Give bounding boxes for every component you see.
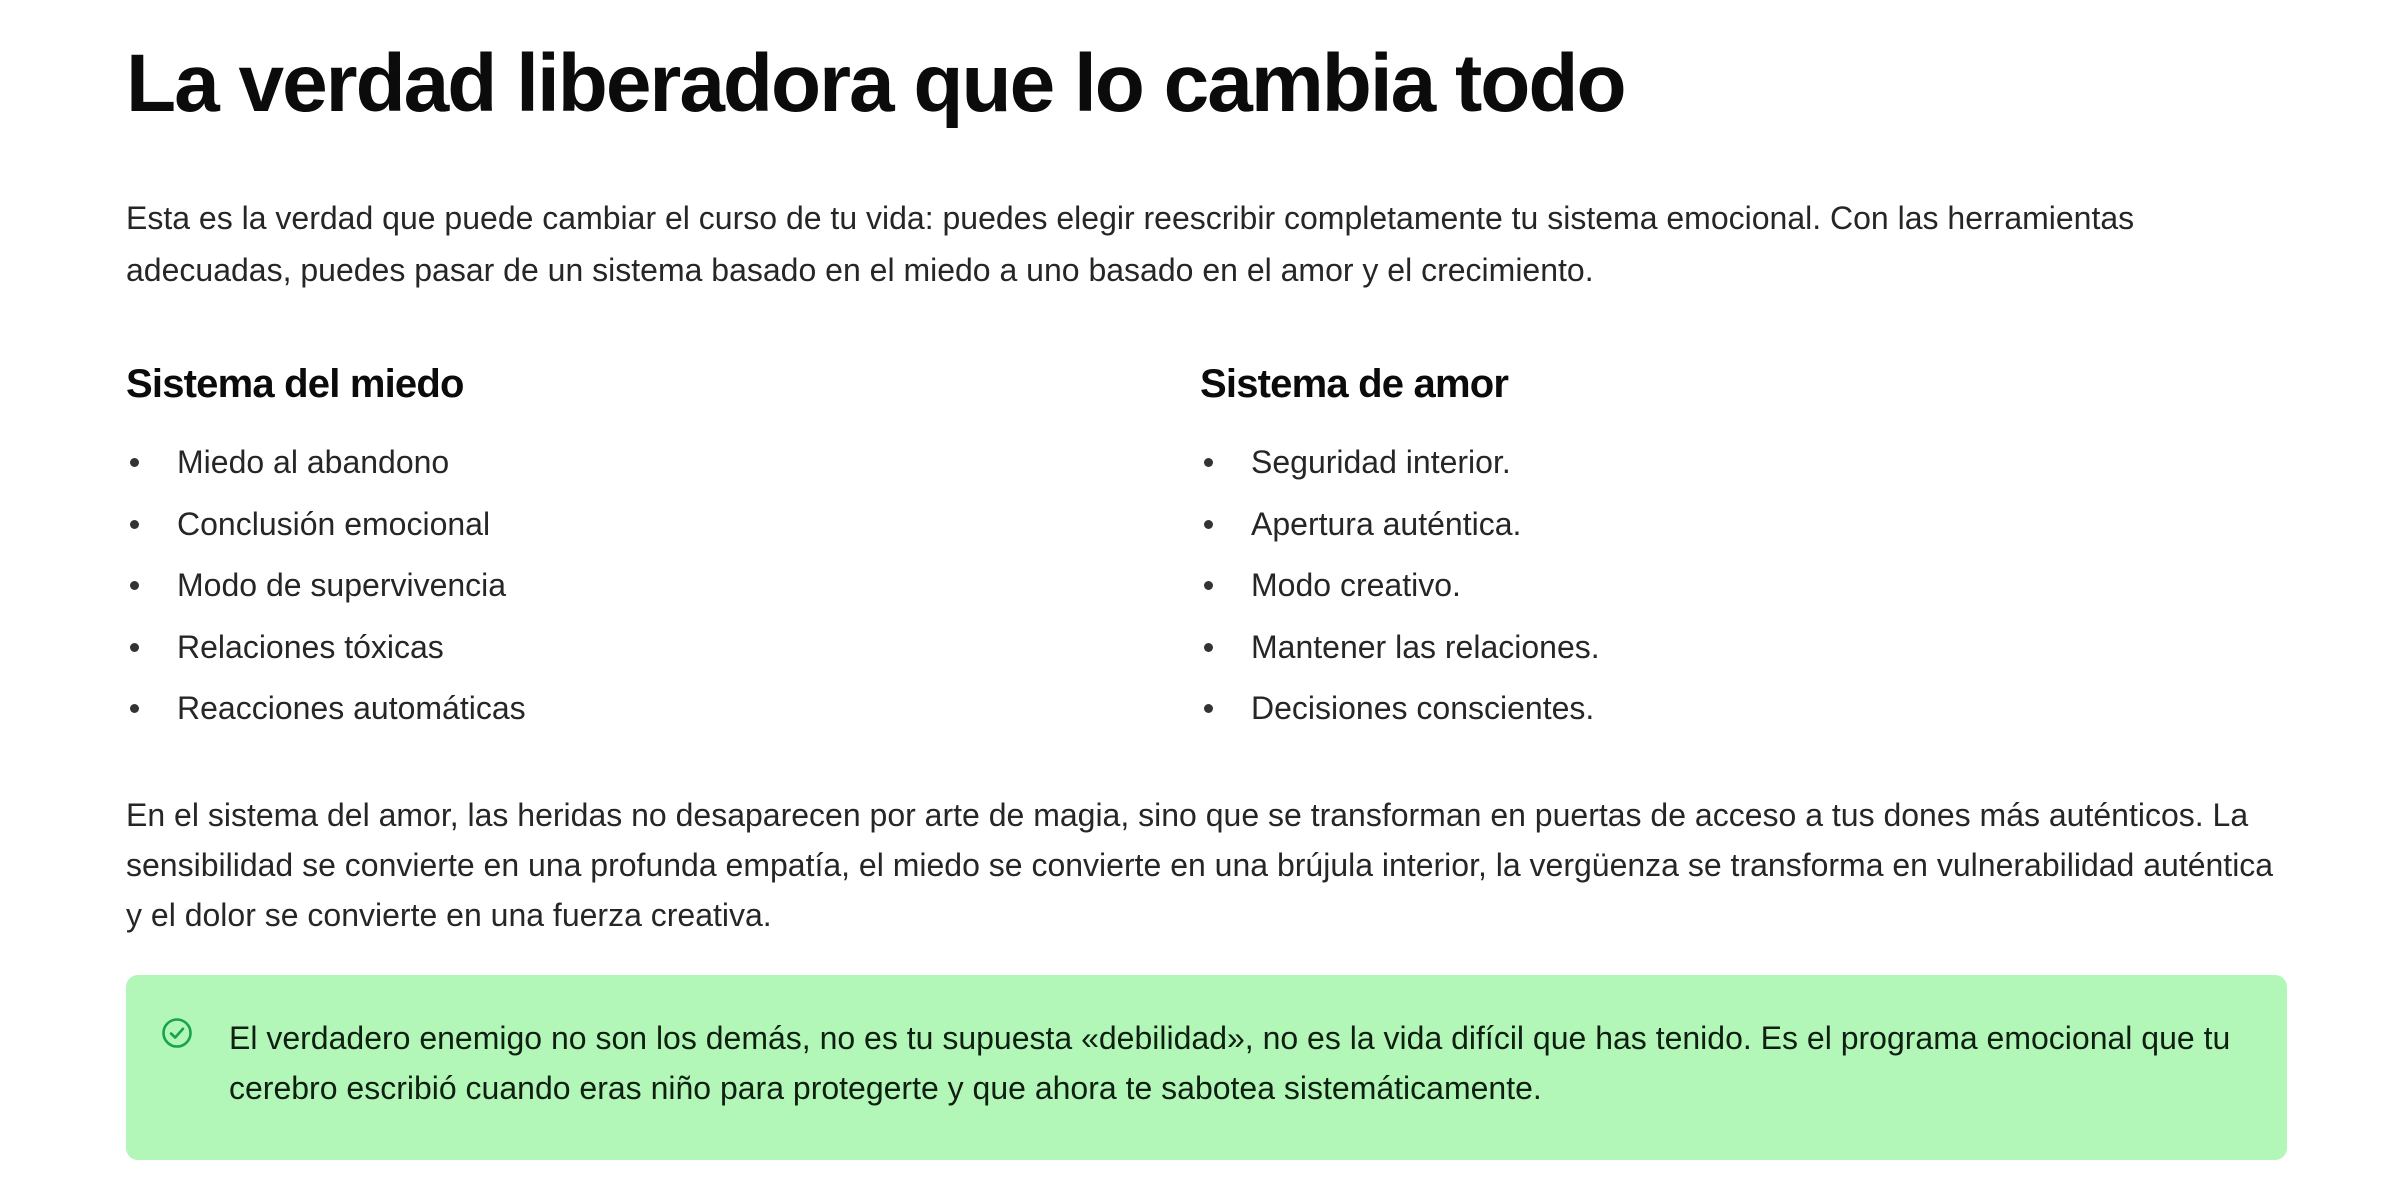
- list-item: [126, 627, 1200, 667]
- list-item: [1200, 565, 2274, 605]
- list-item: [1200, 442, 2274, 482]
- intro-paragraph: Esta es la verdad que puede cambiar el curso de tu vida: puedes elegir reescribir completamente tu sistema emocional. Con las herramientas adecuadas, puedes pasar de un sistema basado en el miedo a uno basado en el amor y el crecimiento.: [126, 200, 2135, 288]
- bullet-icon: [1204, 704, 1213, 713]
- bullet-icon: [1204, 458, 1213, 467]
- list-item-label: Modo creativo.: [1251, 567, 1461, 603]
- bullet-icon: [130, 643, 139, 652]
- list-item: [1200, 688, 2274, 728]
- list-item-label: Relaciones tóxicas: [177, 628, 444, 665]
- list-item-label: Miedo al abandono: [177, 444, 450, 480]
- check-circle-icon: [161, 1017, 193, 1049]
- list-item-label: Apertura auténtica.: [1251, 505, 1522, 542]
- bullet-icon: [130, 458, 139, 467]
- list-item: [126, 504, 1200, 544]
- list-item-label: Reacciones automáticas: [177, 690, 526, 726]
- list-item: [126, 565, 1200, 605]
- callout-box: [126, 975, 2287, 1160]
- list-item: [1200, 504, 2274, 544]
- bullet-icon: [130, 581, 139, 590]
- list-item: [126, 442, 1200, 482]
- fear-system-column: [126, 360, 1200, 750]
- comparison-columns: [126, 360, 2274, 750]
- body-paragraph: En el sistema del amor, las heridas no desaparecen por arte de magia, sino que se transforman en puertas de acceso a tus dones más auténticos. La sensibilidad se convierte en una profunda empatía, el miedo se convierte en una brújula interior, la vergüenza se transforma en vulnerabilidad auténtica y el dolor se convierte en una fuerza creativa.: [126, 796, 2274, 933]
- page-title: La verdad liberadora que lo cambia todo: [126, 38, 1625, 129]
- list-item-label: Decisiones conscientes.: [1251, 690, 1595, 726]
- callout-text: El verdadero enemigo no son los demás, no es tu supuesta «debilidad», no es la vida difícil que has tenido. Es el programa emocional que tu cerebro escribió cuando eras niño para protegerte y que ahora te sabotea sistemáticamente.: [229, 1020, 2231, 1106]
- list-item-label: Conclusión emocional: [177, 505, 491, 542]
- love-system-column: [1200, 360, 2274, 750]
- list-item-label: Mantener las relaciones.: [1251, 628, 1600, 665]
- bullet-icon: [1204, 581, 1213, 590]
- love-system-list: [1200, 442, 2274, 728]
- list-item: [1200, 627, 2274, 667]
- list-item-label: Seguridad interior.: [1251, 444, 1511, 480]
- list-item-label: Modo de supervivencia: [177, 567, 507, 603]
- fear-system-list: [126, 442, 1200, 728]
- bullet-icon: [1204, 643, 1213, 652]
- love-system-heading: Sistema de amor: [1200, 362, 1509, 406]
- bullet-icon: [1204, 520, 1213, 529]
- fear-system-heading: Sistema del miedo: [126, 362, 464, 406]
- list-item: [126, 688, 1200, 728]
- bullet-icon: [130, 704, 139, 713]
- bullet-icon: [130, 520, 139, 529]
